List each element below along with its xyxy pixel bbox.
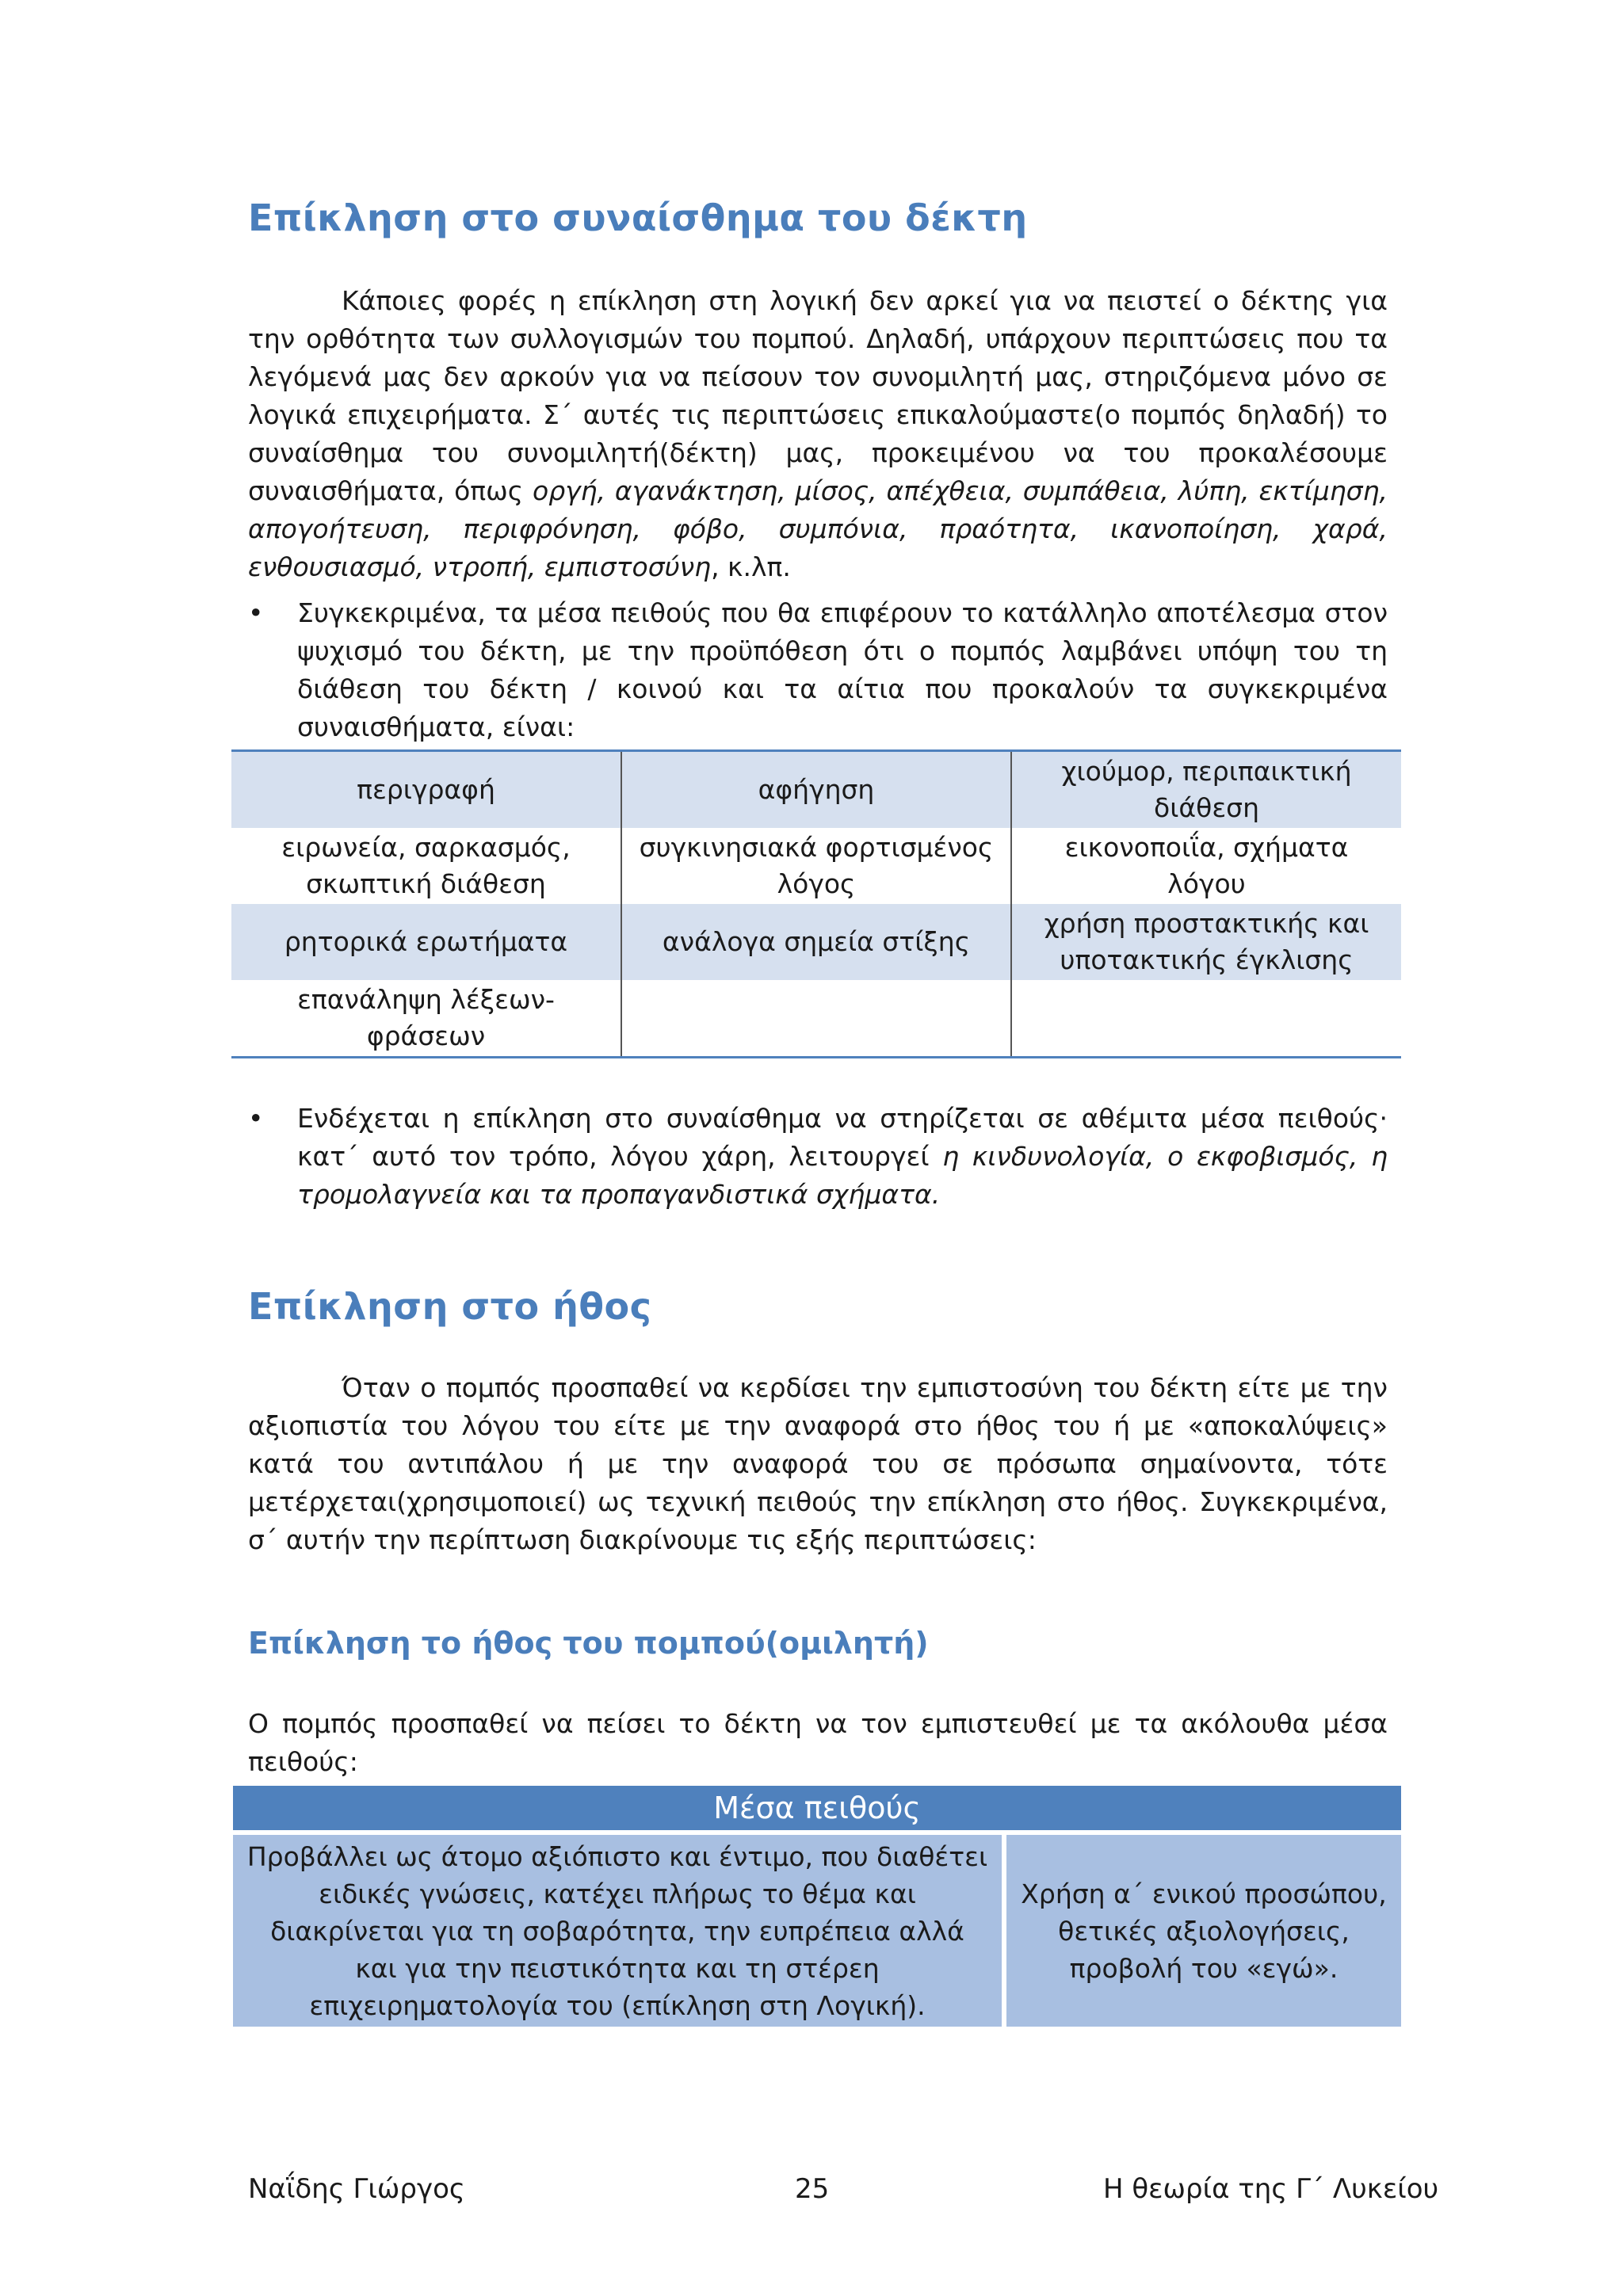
table-cell: συγκινησιακά φορτισμένος λόγος xyxy=(621,828,1011,904)
bullet-text xyxy=(297,1100,1388,1214)
footer-book-title: Η θεωρία της Γ΄ Λυκείου xyxy=(1103,2173,1439,2205)
table-header: Μέσα πειθούς xyxy=(233,1786,1401,1830)
bullet-italic-text: η κινδυνολογία, ο εκφοβισμός, η τρομολαγνεία και τα προπαγανδιστικά σχήματα. xyxy=(297,1141,1388,1210)
section-title-ethos: Επίκληση στο ήθος xyxy=(248,1285,652,1328)
subsection-title-speaker-ethos: Επίκληση το ήθος του πομπού(ομιλητή) xyxy=(248,1626,929,1661)
table-cell: επανάληψη λέξεων-φράσεων xyxy=(231,980,621,1058)
table-cell-right: Χρήση α΄ ενικού προσώπου, θετικές αξιολογήσεις, προβολή του «εγώ». xyxy=(1006,1835,1401,2027)
emotion-means-table xyxy=(231,749,1401,1058)
emotion-intro-paragraph xyxy=(248,282,1388,586)
emotion-intro-block xyxy=(248,282,1388,586)
emotion-intro-tail: , κ.λπ. xyxy=(711,551,791,582)
table-row xyxy=(231,904,1401,980)
table-cell: αφήγηση xyxy=(621,751,1011,829)
table-cell: χιούμορ, περιπαικτική διάθεση xyxy=(1011,751,1401,829)
table-cell xyxy=(1011,980,1401,1058)
table-row xyxy=(231,980,1401,1058)
table-cell: ρητορικά ερωτήματα xyxy=(231,904,621,980)
table-cell: χρήση προστακτικής και υποτακτικής έγκλισης xyxy=(1011,904,1401,980)
ethos-intro-paragraph: Όταν ο πομπός προσπαθεί να κερδίσει την εμπιστοσύνη του δέκτη είτε με την αξιοπιστία του λόγου του είτε με την αναφορά στο ήθος του ή με «αποκαλύψεις» κατά του αντιπάλου ή με την αναφορά του σε πρόσωπα σημαίνοντα, τότε μετέρχεται(χρησιμοποιεί) ως τεχνική πειθούς την επίκληση στο ήθος. Συγκεκριμένα, σ΄ αυτήν την περίπτωση διακρίνουμε τις εξής περιπτώσεις: xyxy=(248,1372,1388,1555)
footer-page-number: 25 xyxy=(795,2173,830,2205)
bullet-dot-icon: • xyxy=(248,597,264,628)
table-cell: περιγραφή xyxy=(231,751,621,829)
footer-author: Ναΐδης Γιώργος xyxy=(248,2173,465,2205)
speaker-means-table xyxy=(233,1786,1401,2027)
speaker-ethos-intro-paragraph: Ο πομπός προσπαθεί να πείσει το δέκτη να τον εμπιστευθεί με τα ακόλουθα μέσα πειθούς: xyxy=(248,1708,1388,1777)
table-row xyxy=(231,828,1401,904)
table-cell: ειρωνεία, σαρκασμός, σκωπτική διάθεση xyxy=(231,828,621,904)
section-title-emotion: Επίκληση στο συναίσθημα του δέκτη xyxy=(248,196,1028,239)
table-cell-left: Προβάλλει ως άτομο αξιόπιστο και έντιμο, που διαθέτει ειδικές γνώσεις, κατέχει πλήρως το θέμα και διακρίνεται για τη σοβαρότητα, την ευπρέπεια αλλά και για την πειστικότητα και τη στέρεη επιχειρηματολογία του (επίκληση στη Λογική). xyxy=(233,1835,1002,2027)
ethos-intro-block xyxy=(248,1369,1388,1559)
table-cell xyxy=(621,980,1011,1058)
bullet-lead-text: Ενδέχεται η επίκληση στο συναίσθημα να στηρίζεται σε αθέμιτα μέσα πειθούς· κατ΄ αυτό τον τρόπο, λόγου χάρη, λειτουργεί xyxy=(297,1103,1388,1172)
emotion-list-text: οργή, αγανάκτηση, μίσος, απέχθεια, συμπάθεια, λύπη, εκτίμηση, απογοήτευση, περιφρόνηση, φόβο, συμπόνια, πραότητα, ικανοποίηση, χαρά, ενθουσιασμό, ντροπή, εμπιστοσύνη xyxy=(248,475,1388,582)
bullet-unfair-means xyxy=(248,1100,1388,1214)
table-cell: ανάλογα σημεία στίξης xyxy=(621,904,1011,980)
table-row xyxy=(231,751,1401,829)
table-cell: εικονοποιΐα, σχήματα λόγου xyxy=(1011,828,1401,904)
table-row xyxy=(233,1835,1401,2027)
speaker-ethos-intro-block xyxy=(248,1705,1388,1781)
bullet-dot-icon: • xyxy=(248,1103,264,1134)
bullet-means-of-persuasion xyxy=(248,594,1388,746)
emotion-intro-text: Κάποιες φορές η επίκληση στη λογική δεν αρκεί για να πειστεί ο δέκτης για την ορθότητα των συλλογισμών του πομπού. Δηλαδή, υπάρχουν περιπτώσεις που τα λεγόμενά μας δεν αρκούν για να πείσουν τον συνομιλητή μας, στηριζόμενα μόνο σε λογικά επιχειρήματα. Σ΄ αυτές τις περιπτώσεις επικαλούμαστε(ο πομπός δηλαδή) το συναίσθημα του συνομιλητή(δέκτη) μας, προκειμένου να του προκαλέσουμε συναισθήματα, όπως xyxy=(248,285,1388,506)
bullet-text: Συγκεκριμένα, τα μέσα πειθούς που θα επιφέρουν το κατάλληλο αποτέλεσμα στον ψυχισμό του δέκτη, με την προϋπόθεση ότι ο πομπός λαμβάνει υπόψη του τη διάθεση του δέκτη / κοινού και τα αίτια που προκαλούν τα συγκεκριμένα συναισθήματα, είναι: xyxy=(297,597,1388,742)
